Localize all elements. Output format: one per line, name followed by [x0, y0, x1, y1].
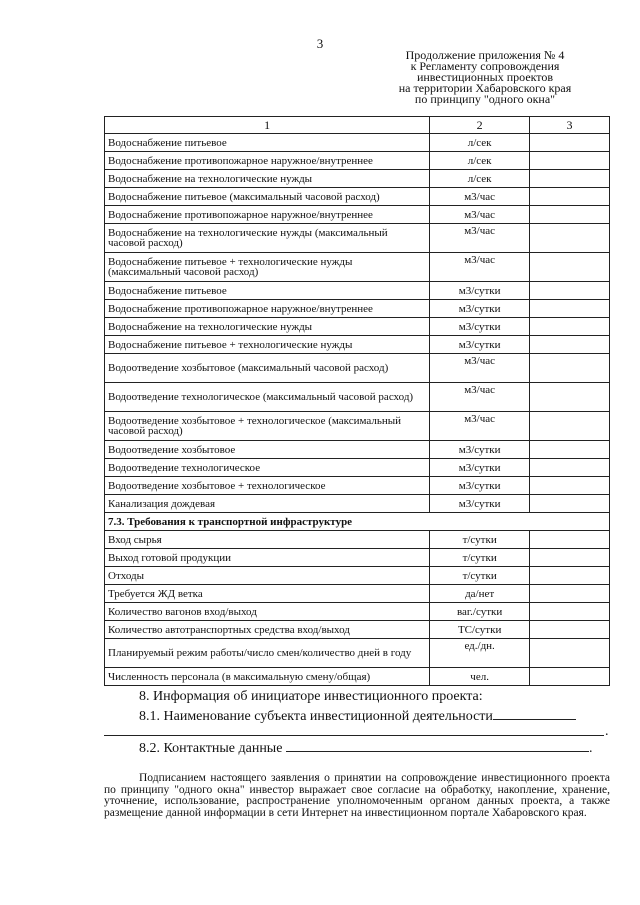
row-value[interactable] — [530, 549, 610, 567]
row-unit: м3/час — [430, 224, 530, 253]
row-value[interactable] — [530, 639, 610, 668]
section-8-2 — [104, 739, 640, 757]
row-name: Водоотведение хозбытовое (максимальный часовой расход) — [105, 354, 430, 383]
row-name: Водоснабжение противопожарное наружное/внутреннее — [105, 152, 430, 170]
section-8-title: 8. Информация об инициаторе инвестиционного проекта: — [139, 689, 483, 704]
row-unit: т/сутки — [430, 531, 530, 549]
row-name: Выход готовой продукции — [105, 549, 430, 567]
row-name: Водоотведение хозбытовое — [105, 441, 430, 459]
row-name: Численность персонала (в максимальную смену/общая) — [105, 668, 430, 686]
table-header-cell: 3 — [530, 117, 610, 134]
row-value[interactable] — [530, 531, 610, 549]
entity-name-field[interactable] — [493, 707, 576, 720]
row-name: Водоснабжение противопожарное наружное/внутреннее — [105, 300, 430, 318]
row-value[interactable] — [530, 621, 610, 639]
page-number: 3 — [316, 36, 324, 51]
row-value[interactable] — [530, 477, 610, 495]
table-row — [105, 354, 610, 383]
row-value[interactable] — [530, 383, 610, 412]
row-value[interactable] — [530, 170, 610, 188]
table-row — [105, 477, 610, 495]
row-unit: м3/сутки — [430, 300, 530, 318]
table-row — [105, 459, 610, 477]
row-value[interactable] — [530, 318, 610, 336]
consent-paragraph: Подписанием настоящего заявления о принятии на сопровождение инвестиционного проекта по принципу "одного окна" инвестор выражает свое согласие на обработку, накопление, хранение, уточнение, использование, распространение уполномоченным органом данных проекта, а также размещение данной информации в сети Интернет на инвестиционном портале Хабаровского края. — [104, 772, 610, 819]
row-unit: м3/сутки — [430, 318, 530, 336]
row-value[interactable] — [530, 567, 610, 585]
appendix-line: на территории Хабаровского края — [398, 81, 572, 95]
section-7-3-title: 7.3. Требования к транспортной инфраструктуре — [105, 513, 610, 531]
row-name: Количество вагонов вход/выход — [105, 603, 430, 621]
row-name: Канализация дождевая — [105, 495, 430, 513]
row-value[interactable] — [530, 603, 610, 621]
row-value[interactable] — [530, 300, 610, 318]
row-name: Водоснабжение питьевое + технологические нужды (максимальный часовой расход) — [105, 253, 430, 282]
row-unit: м3/сутки — [430, 282, 530, 300]
table-row — [105, 300, 610, 318]
row-name: Водоотведение технологическое — [105, 459, 430, 477]
row-unit: м3/час — [430, 412, 530, 441]
row-name: Водоотведение хозбытовое + технологическое (максимальный часовой расход) — [105, 412, 430, 441]
row-unit: м3/сутки — [430, 336, 530, 354]
section-8-1-label: 8.1. Наименование субъекта инвестиционной деятельности — [139, 709, 493, 724]
row-name: Водоснабжение питьевое (максимальный часовой расход) — [105, 188, 430, 206]
row-value[interactable] — [530, 152, 610, 170]
row-unit: м3/час — [430, 383, 530, 412]
requirements-table — [104, 116, 610, 686]
row-unit: чел. — [430, 668, 530, 686]
row-unit: т/сутки — [430, 567, 530, 585]
row-value[interactable] — [530, 668, 610, 686]
table-row — [105, 134, 610, 152]
appendix-line: Продолжение приложения № 4 — [405, 48, 565, 62]
row-name: Количество автотранспортных средства вход/выход — [105, 621, 430, 639]
row-value[interactable] — [530, 459, 610, 477]
appendix-line: к Регламенту сопровождения — [410, 59, 560, 73]
table-row — [105, 668, 610, 686]
row-value[interactable] — [530, 282, 610, 300]
table-row — [105, 639, 610, 668]
table-row — [105, 441, 610, 459]
row-unit: м3/сутки — [430, 495, 530, 513]
row-unit: л/сек — [430, 152, 530, 170]
table-header-row — [105, 117, 610, 134]
row-name: Водоотведение хозбытовое + технологическое — [105, 477, 430, 495]
row-value[interactable] — [530, 224, 610, 253]
entity-name-field-line[interactable] — [104, 735, 604, 736]
table-row — [105, 383, 610, 412]
row-value[interactable] — [530, 412, 610, 441]
table-row — [105, 318, 610, 336]
row-value[interactable] — [530, 336, 610, 354]
row-name: Отходы — [105, 567, 430, 585]
row-value[interactable] — [530, 188, 610, 206]
row-name: Водоснабжение питьевое — [105, 134, 430, 152]
row-value[interactable] — [530, 441, 610, 459]
table-row — [105, 224, 610, 253]
table-row — [105, 603, 610, 621]
row-unit: м3/сутки — [430, 441, 530, 459]
section-8-2-label: 8.2. Контактные данные — [139, 741, 283, 756]
table-row — [105, 336, 610, 354]
table-row — [105, 621, 610, 639]
table-row — [105, 531, 610, 549]
table-row — [105, 170, 610, 188]
table-row — [105, 549, 610, 567]
row-unit: м3/час — [430, 354, 530, 383]
appendix-line: инвестиционных проектов — [416, 70, 554, 84]
table-row — [105, 585, 610, 603]
row-name: Вход сырья — [105, 531, 430, 549]
appendix-line: по принципу "одного окна" — [414, 92, 556, 106]
row-unit: ТС/сутки — [430, 621, 530, 639]
row-name: Водоснабжение на технологические нужды (максимальный часовой расход) — [105, 224, 430, 253]
row-name: Планируемый режим работы/число смен/количество дней в году — [105, 639, 430, 668]
row-unit: м3/сутки — [430, 477, 530, 495]
row-name: Водоснабжение питьевое + технологические нужды — [105, 336, 430, 354]
table-header-cell: 2 — [430, 117, 530, 134]
row-unit: л/сек — [430, 134, 530, 152]
table-row — [105, 412, 610, 441]
end-dot: . — [588, 741, 593, 756]
row-unit: м3/час — [430, 253, 530, 282]
row-name: Водоснабжение на технологические нужды — [105, 170, 430, 188]
row-unit: л/сек — [430, 170, 530, 188]
row-unit: м3/сутки — [430, 459, 530, 477]
row-name: Водоснабжение противопожарное наружное/внутреннее — [105, 206, 430, 224]
row-value[interactable] — [530, 495, 610, 513]
table-row — [105, 253, 610, 282]
table-row — [105, 152, 610, 170]
table-row — [105, 567, 610, 585]
contact-field[interactable] — [286, 739, 589, 752]
appendix-header — [370, 50, 600, 105]
section-8-1 — [104, 707, 640, 725]
row-value[interactable] — [530, 354, 610, 383]
row-name: Водоснабжение на технологические нужды — [105, 318, 430, 336]
row-unit: м3/час — [430, 206, 530, 224]
row-unit: да/нет — [430, 585, 530, 603]
row-name: Водоснабжение питьевое — [105, 282, 430, 300]
table-header-cell: 1 — [105, 117, 430, 134]
row-unit: м3/час — [430, 188, 530, 206]
row-name: Водоотведение технологическое (максимальный часовой расход) — [105, 383, 430, 412]
table-row — [105, 495, 610, 513]
row-value[interactable] — [530, 134, 610, 152]
section-row — [105, 513, 610, 531]
row-value[interactable] — [530, 585, 610, 603]
row-unit: ед./дн. — [430, 639, 530, 668]
table-row — [105, 282, 610, 300]
row-value[interactable] — [530, 206, 610, 224]
end-dot: . — [605, 724, 609, 739]
row-unit: ваг./сутки — [430, 603, 530, 621]
row-unit: т/сутки — [430, 549, 530, 567]
row-name: Требуется ЖД ветка — [105, 585, 430, 603]
table-row — [105, 188, 610, 206]
table-row — [105, 206, 610, 224]
row-value[interactable] — [530, 253, 610, 282]
